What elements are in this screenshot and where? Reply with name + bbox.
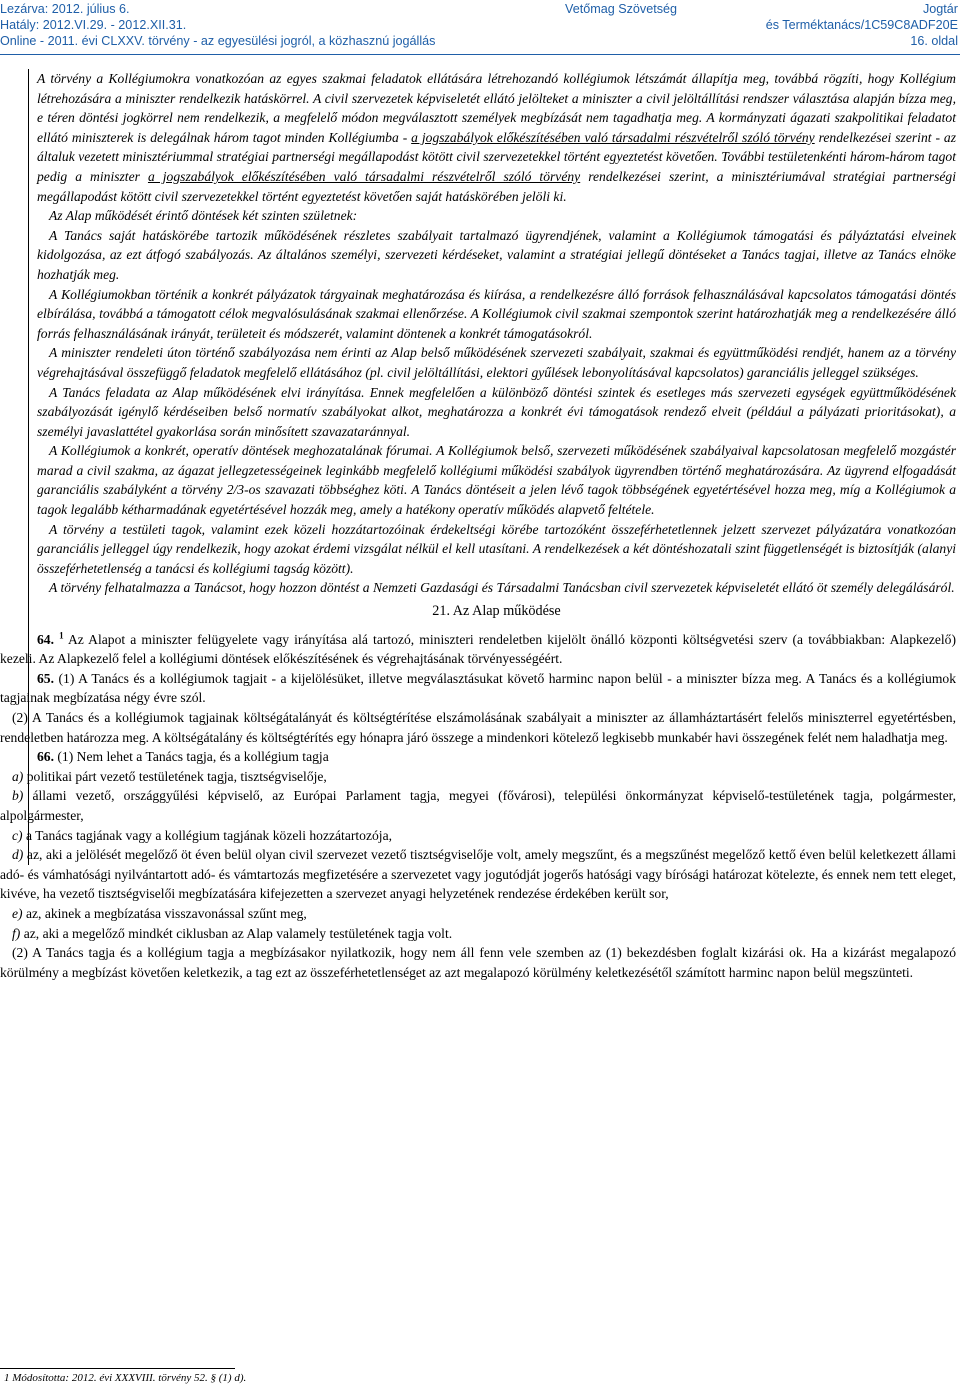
section-65-2: (2) A Tanács és a kollégiumok tagjainak költségátalányát és költségtérítése elszámolásának szabályait a miniszter az államháztartásért felelős miniszterrel egyetértésben, rendeletben határozza meg. A költségátalány és költségtérítés egy hónapra járó összege a mindenkori kötelező legkisebb munkabér havi összegének felét nem haladhatja meg. bbox=[0, 710, 956, 745]
section-number: 65. bbox=[37, 670, 54, 686]
point-text: állami vezető, országgyűlési képviselő, az Európai Parlament tagja, megyei (fővárosi), települési önkormányzat képviselő-testületének tagja, polgármester, alpolgármester, bbox=[0, 788, 956, 823]
note-text: A törvény a Kollégiumokra vonatkozóan az egyes szakmai feladatok ellátására létrehozandó kollégiumok létszámát állapítja meg, továbbá rögzíti, hogy Kollégium létrehozására a miniszter rendelkezik hatáskörrel. A civil szervezetek képviseletét ellátó jelölteket a miniszter a civil jelöltállítási rendszer választása alapján bízza meg, e téren döntési jogkörrel nem rendelkezik, a megfelelő módon megválasztott személyek megbízását nem tagadhatja meg. A kormányzati ágazati szakpolitikai feladatot ellátó miniszterek is delegálnak három tagot minden Kollégiumba - bbox=[37, 71, 956, 145]
section-text: (1) A Tanács és a kollégiumok tagjait - a kijelölésüket, illetve megválasztásukat követő harminc napon belül - a miniszter bízza meg. A Tanács és a kollégiumok tagjainak megbízatása négy évre szól. bbox=[0, 670, 956, 706]
point-text: az, aki a jelölését megelőző öt éven belül olyan civil szervezet vezető tisztségviselője volt, amely megszűnt, és a megszűnést megelőző kettő éven belül keletkezett állami adó- és vámhatósági nyilvántartott adó- és vámtartozás megfizetésére a szervezetet vagy jogutódját jogerős hatósági vagy bírósági határozat kötelezte, és ennek nem tett eleget, kivéve, ha vezető tisztségviselői megbízatására kifejezetten a szervezet anyagi helyzetének rendezése érdekében került sor, bbox=[0, 847, 956, 902]
note-text: rendelkezései szerint, a minisztériumával stratégiai partnerségi megállapodást kötött civil szervezetekkel történt egyeztetést követően saját hatáskörében jelöli ki. bbox=[37, 168, 956, 204]
law-link[interactable]: a jogszabályok előkészítésében való társadalmi részvételről szóló törvény bbox=[147, 168, 581, 184]
explanatory-notes bbox=[37, 69, 956, 598]
note-paragraph: A Tanács feladata az Alap működésének elvi irányítása. Ennek megfelelően a különböző döntési szintek és esetleges más szervezeti egységek együttműködésének szabályozását igénylő kérdéseiben belső normatív szabályokat alkot, meghatározza a konkrét évi támogatások rendező elveit (például a pályázati prioritásokat), a személyi javaslattétel gyakorlása során minősített szavazataránnyal. bbox=[37, 384, 956, 439]
header-brand: Jogtár bbox=[922, 2, 958, 16]
header-page-number: 16. oldal bbox=[910, 34, 958, 48]
law-sections bbox=[0, 630, 956, 983]
section-64 bbox=[0, 630, 956, 669]
note-paragraph: A törvény a testületi tagok, valamint ezek közeli hozzátartozóinak érdekeltségi körébe tartozóként összeférhetetlennek jelzett szervezet pályázatára vonatkozóan garanciális jelleggel úgy rendelkezik, hogy azokat érdemi vizsgálat nélkül el kell utasítani. A rendelkezések a két döntéshozatali szint függetlenségét is biztosítják (alanyi összeférhetetlenség a tanácsi és kollégiumi tagság között). bbox=[37, 521, 956, 576]
section-66-1 bbox=[0, 747, 956, 767]
note-paragraph: A Kollégiumok a konkrét, operatív döntések meghozatalának fórumai. A Kollégiumok belső, szervezeti működésének szabályaival kapcsolatosan megfelelő mozgástér marad a civil szakma, az ágazat jellegzetességeinek leginkább megfelelő kollégiumi működési szabályok ügyrendben történő meghatározására. Az ügyrend elfogadását garanciális szabályként a törvény 2/3-os szavazati többséghez köti. A Tanács döntéseit a jelen lévő tagok többségének egyetértésével hozza meg, míg a Kollégiumok a tagok legalább kétharmadának egyetértésével hozzák meg, amely a hatékony operatív működés alapvető feltétele. bbox=[37, 443, 956, 518]
note-paragraph: Az Alap működését érintő döntések két szinten születnek: bbox=[49, 208, 358, 224]
note-paragraph bbox=[37, 69, 956, 206]
section-66-2: (2) A Tanács tagja és a kollégium tagja a megbízásakor nyilatkozik, hogy nem áll fenn vele szemben az (1) bekezdésben foglalt kizárási ok. Ha a kizárást megalapozó körülmény a megbízást követően keletkezik, a tag ezt az összeférhetetlenséget az azt megalapozó körülmény keletkezésétől számított harminc napon belül megszünteti. bbox=[0, 945, 956, 980]
header-left bbox=[0, 1, 435, 49]
header-divider bbox=[0, 54, 960, 55]
point-text: a Tanács tagjának vagy a kollégium tagjának közeli hozzátartozója, bbox=[22, 827, 393, 843]
point-text: politikai párt vezető testületének tagja, tisztségviselője, bbox=[23, 768, 327, 784]
point-d bbox=[0, 845, 956, 904]
point-letter: e) bbox=[12, 905, 23, 921]
point-text: az, aki a megelőző mindkét ciklusban az Alap valamely testületének tagja volt. bbox=[20, 925, 453, 941]
law-link[interactable]: a jogszabályok előkészítésében való társadalmi részvételről szóló törvény bbox=[411, 129, 815, 145]
point-letter: c) bbox=[12, 827, 23, 843]
note-text: rendelkezései szerint - az általuk vezetett minisztériummal stratégiai partnerségi megállapodást kötött civil szervezetekkel történt egyeztetést követően. További testületenkénti három-három tagot pedig a miniszter bbox=[37, 129, 956, 184]
point-b bbox=[0, 786, 956, 825]
header-law-title: Online - 2011. évi CLXXV. törvény - az egyesülési jogról, a közhasznú jogállás bbox=[0, 34, 436, 48]
section-number: 64. bbox=[37, 631, 54, 647]
point-letter: d) bbox=[12, 847, 24, 863]
header-right bbox=[766, 1, 958, 49]
note-paragraph: A miniszter rendeleti úton történő szabályozása nem érinti az Alap belső működésének szervezeti szabályait, szakmai és együttműködési rendjét, hanem az a törvény végrehajtásával összefüggő feladatok megfelelő ellátásához (pl. civil jelöltállítási, elektori gyűlések lebonyolításával kapcsolatos) garanciális jelleggel szükséges. bbox=[37, 345, 956, 380]
point-f bbox=[0, 924, 956, 944]
note-paragraph: A törvény felhatalmazza a Tanácsot, hogy hozzon döntést a Nemzeti Gazdasági és Társadalmi Tanácsban civil szervezetek képviseletét ellátó öt személy delegálásáról. bbox=[49, 580, 955, 596]
footnote-divider bbox=[0, 1368, 235, 1369]
section-number: 66. bbox=[37, 749, 54, 765]
point-letter: f) bbox=[12, 925, 21, 941]
section-65-1 bbox=[0, 669, 956, 708]
header-validity: Hatály: 2012.VI.29. - 2012.XII.31. bbox=[0, 18, 187, 32]
section-text: Az Alapot a miniszter felügyelete vagy irányítása alá tartozó, miniszteri rendeletben kijelölt önálló központi költségvetési szerv (a továbbiakban: Alapkezelő) kezeli. Az Alapkezelő felel a kollégiumi döntések előkészítésének és végrehajtásának törvényességéért. bbox=[0, 631, 956, 667]
point-letter: a) bbox=[12, 768, 24, 784]
page-header bbox=[0, 0, 960, 52]
point-text: az, akinek a megbízatása visszavonással szűnt meg, bbox=[22, 905, 307, 921]
header-document-id: és Terméktanács/1C59C8ADF20E bbox=[765, 18, 958, 32]
document-body bbox=[0, 69, 956, 982]
footnote: 1 Módosította: 2012. évi XXXVIII. törvény 52. § (1) d). bbox=[4, 1372, 247, 1384]
header-middle bbox=[565, 1, 677, 17]
section-title: 21. Az Alap működése bbox=[432, 603, 561, 620]
section-text: (1) Nem lehet a Tanács tagja, és a kollégium tagja bbox=[54, 749, 329, 765]
point-letter: b) bbox=[12, 788, 24, 804]
header-closed-date: Lezárva: 2012. július 6. bbox=[0, 2, 130, 16]
note-paragraph: A Tanács saját hatáskörébe tartozik működésének részletes szabályait tartalmazó ügyrendjének, valamint a Kollégiumok támogatási és pályáztatási elveinek kidolgozása, az ezt átfogó szabályozás. Az általános személyi, szervezeti kérdéseket, valamint a stratégiai jellegű döntéseket a Tanács tagjai, illetve az Tanács elnöke hozhatják meg. bbox=[37, 227, 956, 282]
footnote-ref[interactable]: 1 bbox=[59, 630, 64, 641]
point-c bbox=[0, 826, 956, 846]
note-paragraph: A Kollégiumokban történik a konkrét pályázatok tárgyainak meghatározása és kiírása, a rendelkezésre álló források felhasználásával kapcsolatos támogatási döntés elbírálása, továbbá a támogatott célok megvalósulásának szakmai ellenőrzése. A Kollégiumok civil szakmai szempontok szerint határozhatják meg a rendelkezésére álló forrás felhasználásának irányát, területeit és módszerét, valamint döntenek a konkrét támogatásokról. bbox=[37, 286, 956, 341]
point-e bbox=[0, 904, 956, 924]
point-a bbox=[0, 767, 956, 787]
header-organization: Vetőmag Szövetség bbox=[565, 2, 678, 16]
